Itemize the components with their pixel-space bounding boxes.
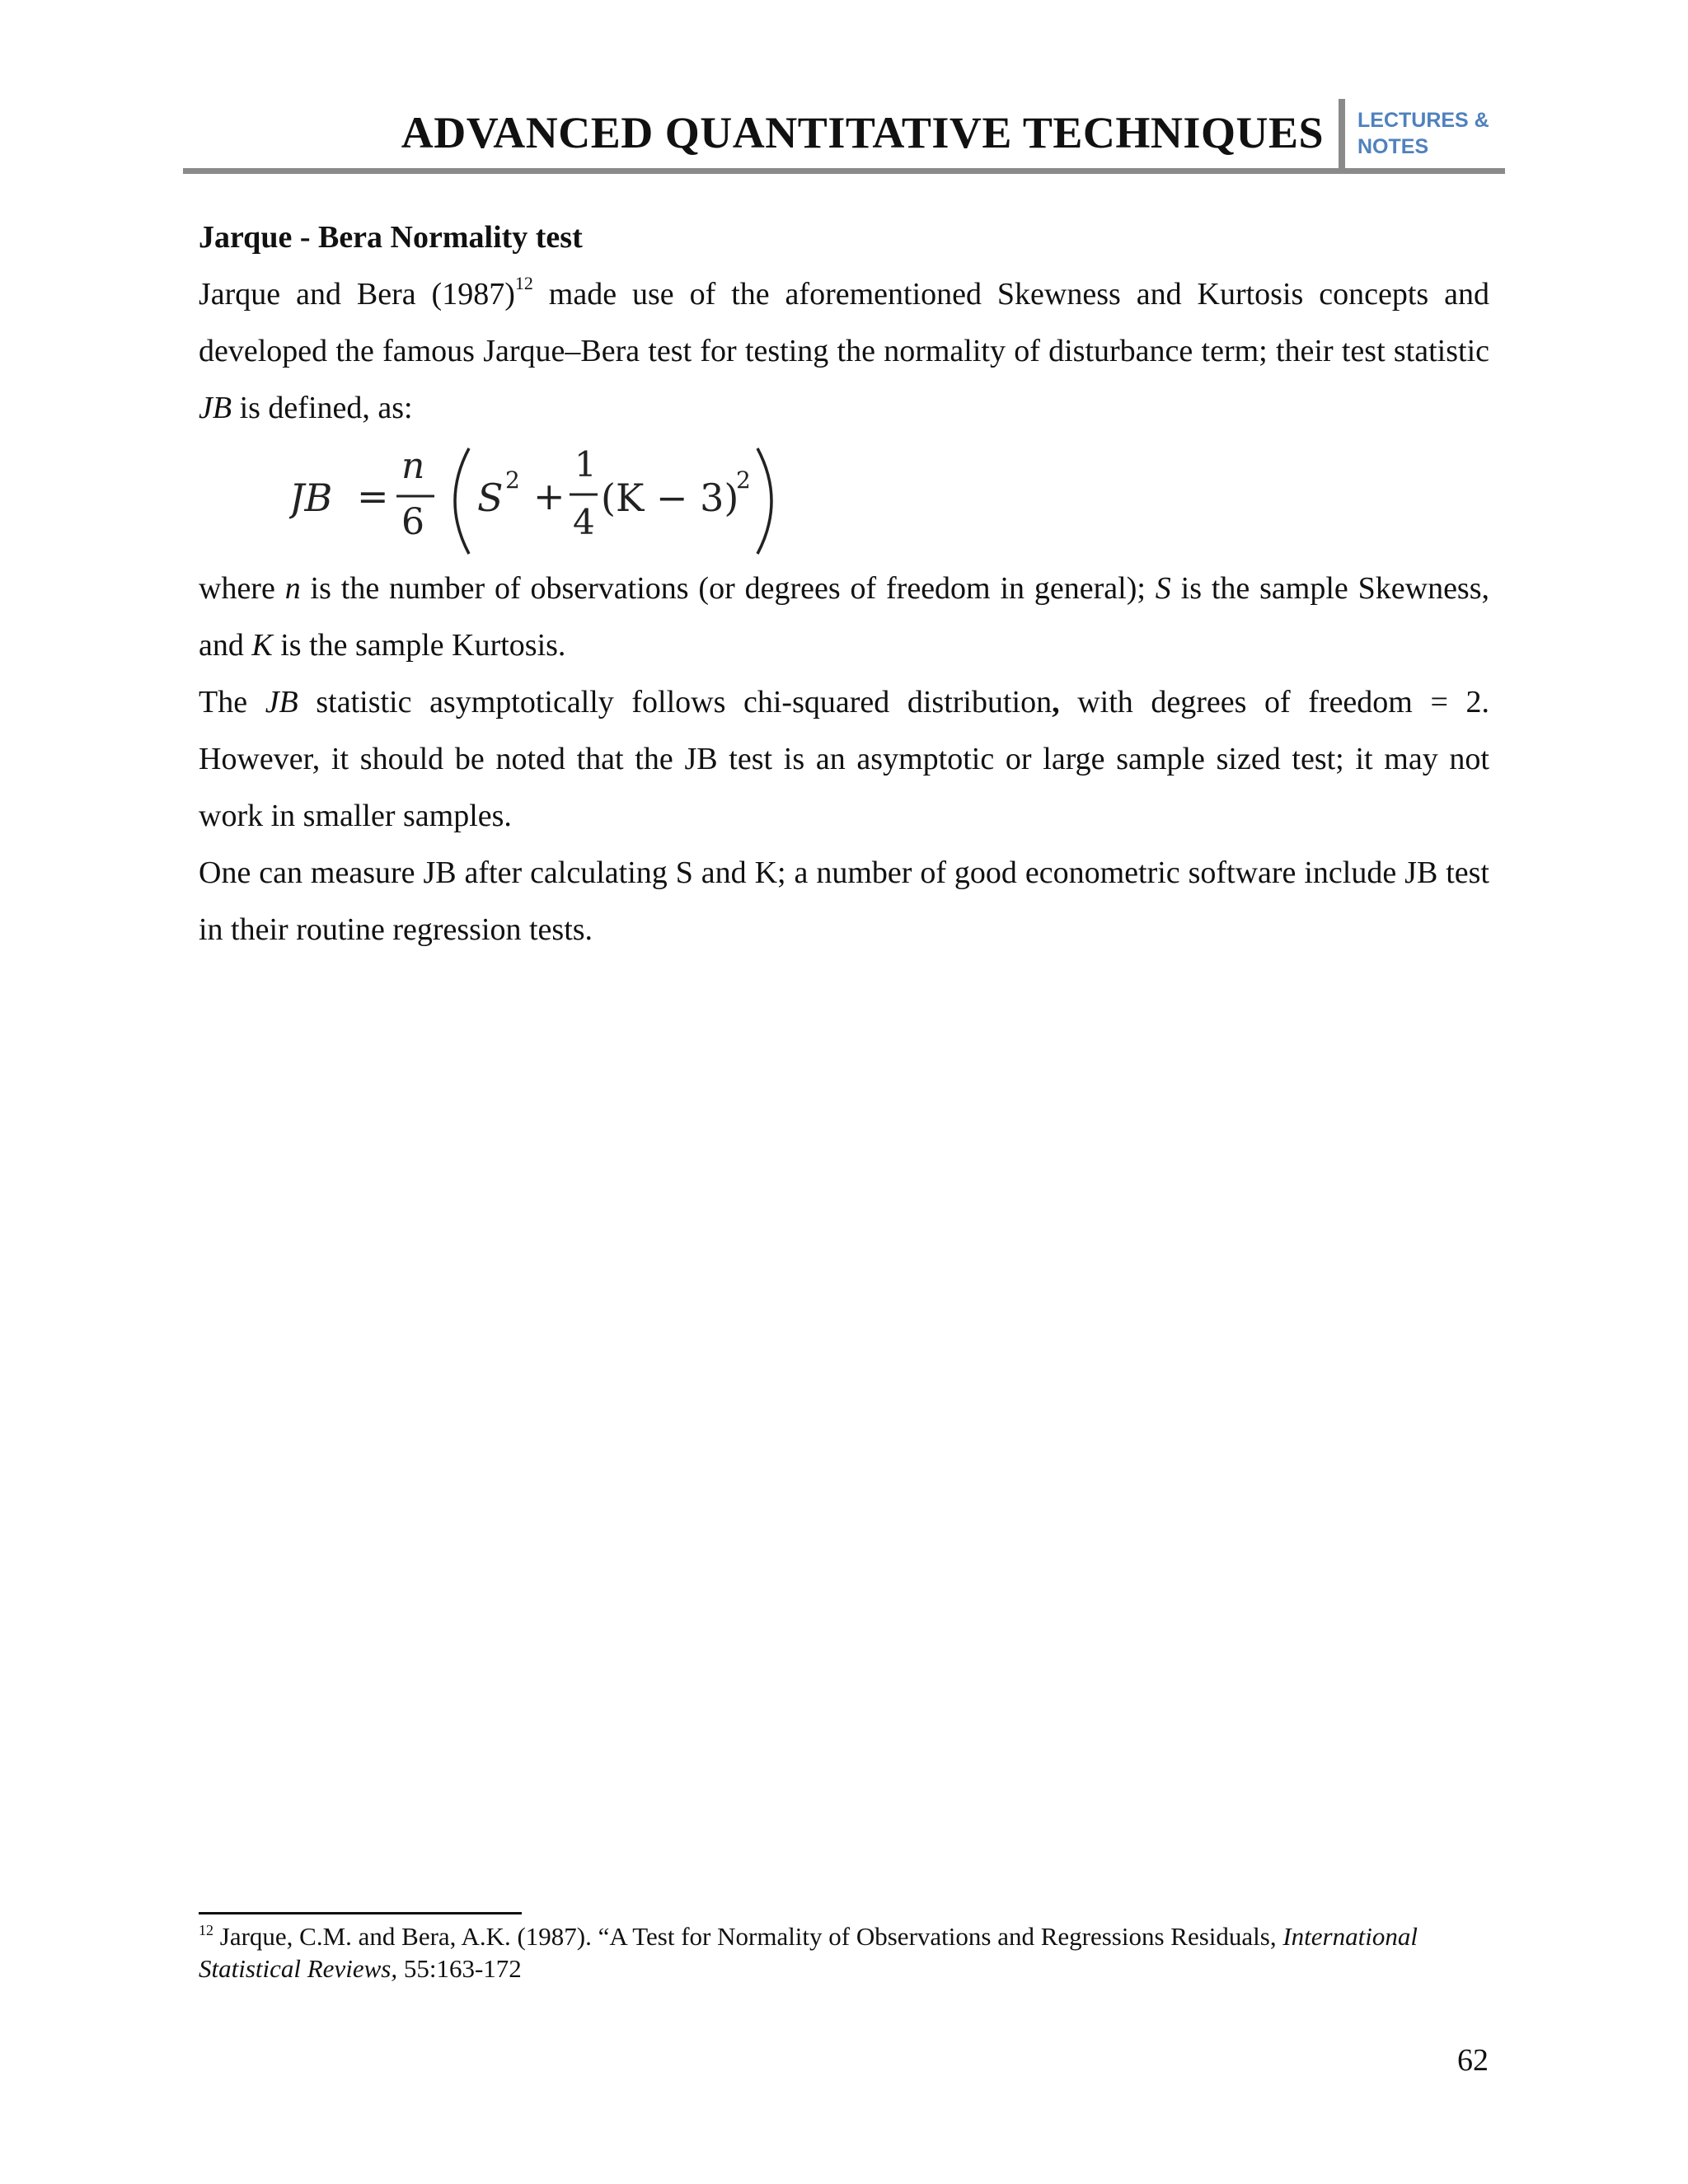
jb-formula: [289, 437, 833, 560]
jb-symbol: JB: [199, 391, 232, 425]
eq-s: S: [477, 476, 504, 520]
header-tag-line-1: LECTURES &: [1357, 109, 1489, 132]
eq-paren-exponent: 2: [736, 466, 751, 494]
header-title: ADVANCED QUANTITATIVE TECHNIQUES: [401, 108, 1324, 157]
footnote: [199, 1920, 1489, 1985]
def-text-b: is the number of observations (or degrees of freedom in general);: [300, 571, 1156, 606]
footnote-rule: [199, 1912, 522, 1915]
eq-plus: +: [533, 474, 565, 518]
k-symbol: K: [251, 628, 273, 663]
header-tag-line-2: NOTES: [1357, 135, 1429, 158]
dist-bold-comma: ,: [1052, 685, 1060, 719]
header-rule: [183, 168, 1505, 174]
n-symbol: n: [284, 571, 301, 606]
intro-text-a: Jarque and Bera (1987): [199, 277, 515, 312]
footnote-pages: 55:163-172: [397, 1954, 522, 1983]
dist-text-b: statistic asymptotically follows chi-squared distribution: [298, 685, 1053, 719]
eq-paren-expression: (K − 3): [601, 476, 739, 520]
paragraph-measurement: One can measure JB after calculating S and K; a number of good econometric software include JB test in their routine regression tests.: [199, 855, 1489, 947]
jb-symbol-2: JB: [265, 685, 298, 719]
s-symbol: S: [1155, 571, 1171, 606]
eq-denominator-4: 4: [573, 502, 595, 542]
paragraph-definitions: [199, 560, 1489, 674]
eq-numerator-1: 1: [574, 444, 597, 485]
dist-text-a: The: [199, 685, 265, 719]
footnote-number: 12: [199, 1922, 213, 1938]
def-text-a: where: [199, 571, 285, 606]
eq-right-paren: [757, 448, 771, 554]
eq-s-exponent: 2: [505, 466, 520, 494]
eq-lhs: JB: [289, 476, 333, 520]
header-divider: [1339, 99, 1345, 171]
header-tag: [1357, 107, 1489, 160]
main-content: [199, 209, 1489, 958]
dist-text-c: with degrees of freedom = 2. However, it should be noted that the JB test is an asymptotic or large sample sized test; it may not work in smaller samples.: [199, 685, 1489, 833]
def-text-c: is the sample Skewness, and: [199, 571, 1490, 663]
paragraph-intro: [199, 266, 1489, 437]
page-header: [183, 97, 1505, 171]
footnote-text: Jarque, C.M. and Bera, A.K. (1987). “A Test for Normality of Observations and Regressions Residuals,: [213, 1922, 1283, 1951]
paragraph-distribution: [199, 674, 1489, 845]
footnote-journal: International Statistical Reviews,: [199, 1922, 1418, 1983]
intro-text-c: is defined, as:: [232, 391, 413, 425]
eq-equals: =: [357, 474, 389, 518]
eq-denominator-6: 6: [401, 501, 424, 543]
intro-text-b: made use of the aforementioned Skewness and Kurtosis concepts and developed the famous Jarque–Bera test for testing the normality of disturbance term; their test statistic: [199, 277, 1489, 368]
def-text-d: is the sample Kurtosis.: [272, 628, 566, 663]
section-title: Jarque - Bera Normality test: [199, 220, 583, 255]
eq-numerator-n: n: [401, 445, 425, 487]
footnote-reference[interactable]: 12: [514, 273, 533, 293]
jb-equation: [199, 437, 1489, 560]
eq-left-paren: [455, 448, 469, 554]
page-number: 62: [1457, 2043, 1489, 2078]
